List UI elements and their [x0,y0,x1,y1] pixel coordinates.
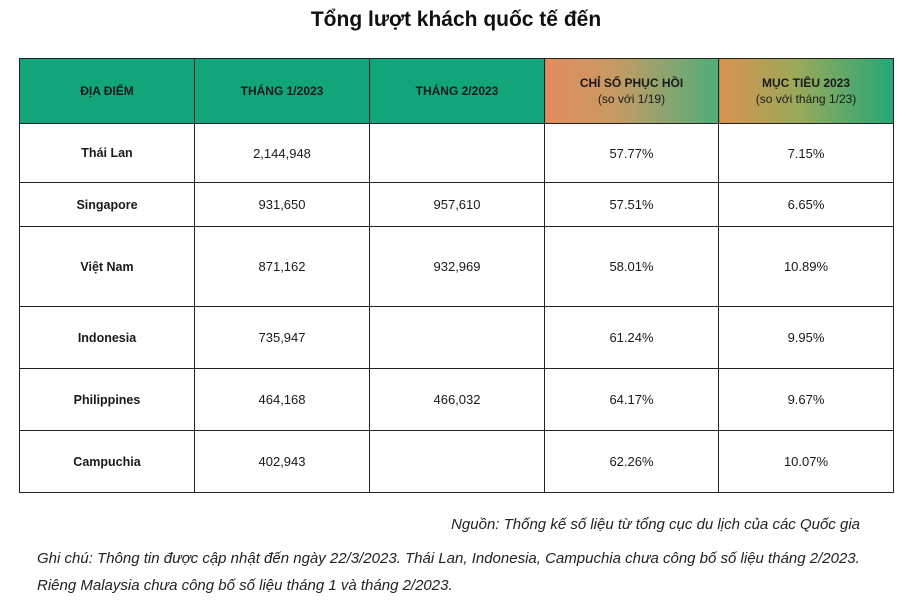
jan-cell: 2,144,948 [195,124,370,183]
country-cell: Thái Lan [20,124,195,183]
jan-cell: 735,947 [195,307,370,369]
target-cell: 9.67% [719,369,894,431]
country-cell: Singapore [20,183,195,227]
feb-cell [370,124,545,183]
jan-cell: 464,168 [195,369,370,431]
jan-cell: 402,943 [195,431,370,493]
table-row [20,369,894,431]
recovery-cell: 57.51% [545,183,719,227]
recovery-cell: 58.01% [545,227,719,307]
recovery-cell: 64.17% [545,369,719,431]
target-cell: 6.65% [719,183,894,227]
header-recovery-label: CHỈ SỐ PHỤC HỒI [579,76,684,90]
table-row [20,307,894,369]
target-cell: 9.95% [719,307,894,369]
target-cell: 10.07% [719,431,894,493]
country-cell: Campuchia [20,431,195,493]
header-recovery-index [545,59,719,124]
recovery-cell: 62.26% [545,431,719,493]
feb-cell [370,307,545,369]
footnote: Ghi chú: Thông tin được cập nhật đến ngày 22/3/2023. Thái Lan, Indonesia, Campuchia chưa công bố số liệu tháng 2/2023. Riêng Malaysia chưa công bố số liệu tháng 1 và tháng 2/2023. [37,550,860,594]
table-row [20,431,894,493]
feb-cell: 932,969 [370,227,545,307]
table-row [20,227,894,307]
header-recovery-sub: (so với 1/19) [597,92,666,106]
header-target-label: MỤC TIÊU 2023 [761,76,851,90]
table-row [20,124,894,183]
header-feb-2023: THÁNG 2/2023 [370,59,545,124]
feb-cell: 957,610 [370,183,545,227]
arrivals-table [19,58,894,493]
table-header-row [20,59,894,124]
header-target-2023 [719,59,894,124]
country-cell: Indonesia [20,307,195,369]
country-cell: Philippines [20,369,195,431]
target-cell: 7.15% [719,124,894,183]
header-target-sub: (so với tháng 1/23) [755,92,857,106]
recovery-cell: 57.77% [545,124,719,183]
recovery-cell: 61.24% [545,307,719,369]
jan-cell: 871,162 [195,227,370,307]
source-note: Nguồn: Thống kế số liệu từ tổng cục du lịch của các Quốc gia [451,516,860,533]
jan-cell: 931,650 [195,183,370,227]
feb-cell: 466,032 [370,369,545,431]
page-title: Tổng lượt khách quốc tế đến [310,8,602,31]
feb-cell [370,431,545,493]
target-cell: 10.89% [719,227,894,307]
table-row [20,183,894,227]
header-location: ĐỊA ĐIỂM [20,59,195,124]
header-jan-2023: THÁNG 1/2023 [195,59,370,124]
country-cell: Việt Nam [20,227,195,307]
